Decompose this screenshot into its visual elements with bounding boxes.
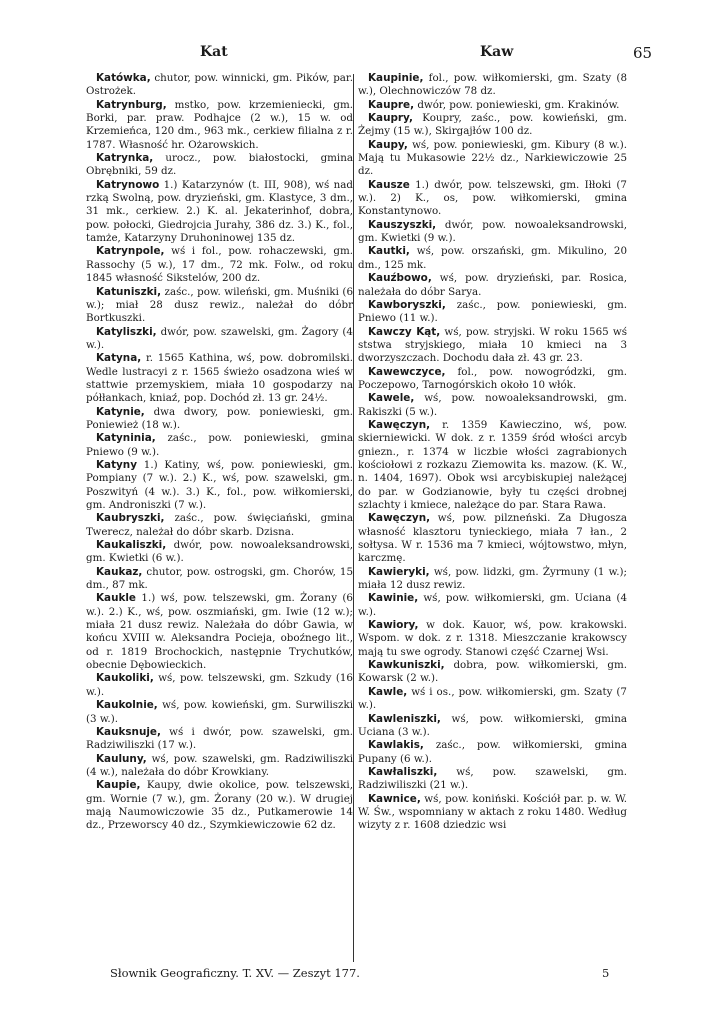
dictionary-entry	[358, 299, 627, 326]
entry-text: dwór, pow. poniewieski, gm. Krakinów.	[417, 98, 620, 111]
entry-text: dwór, pow. nowoaleksandrowski, gm. Kwietki (6 w.).	[86, 539, 353, 565]
entry-text: wś, pow. wiłkomierski, gm. Uciana (4 w.).	[358, 592, 627, 618]
entry-text: wś, pow. koniński. Kościół par. p. w. W. W. Św., wspomniany w aktach z roku 1480. Według wizyty z r. 1608 dziedzic wsi	[358, 792, 627, 832]
entry-text: wś, pow. kowieński, gm. Surwiliszki (3 w.).	[86, 699, 353, 725]
dictionary-entry	[358, 686, 627, 713]
entry-headword: Katynie,	[96, 405, 145, 418]
dictionary-entry	[86, 245, 353, 285]
dictionary-entry	[358, 512, 627, 565]
entry-text: wś i fol., pow. rohaczewski, gm. Rassochy (5 w.), 17 dm., 72 mk. Folw., od roku 1845 własność Sikstelów, 200 dz.	[86, 245, 353, 285]
entry-headword: Kawieryki,	[368, 565, 430, 578]
column-divider	[353, 74, 354, 962]
entry-text: wś i dwór, pow. szawelski, gm. Radziwiliszki (17 w.).	[86, 725, 353, 752]
entry-headword: Katrynburg,	[96, 98, 167, 111]
entry-headword: Kaupie,	[96, 779, 141, 792]
footer-title: Słownik Geograficzny. T. XV. — Zeszyt 177.	[110, 966, 360, 980]
entry-headword: Kauszyszki,	[368, 218, 437, 231]
entry-text: wś, pow. szawelski, gm. Radziwiliszki (21 w.).	[358, 765, 627, 792]
entry-text: dwór, pow. nowoaleksandrowski, gm. Kwietki (9 w.).	[358, 218, 627, 245]
entry-headword: Kawewczyce,	[368, 365, 446, 378]
entry-text: wś i os., pow. wiłkomierski, gm. Szaty (7 w.).	[358, 685, 627, 712]
entry-text: dwa dwory, pow. poniewieski, gm. Poniewież (18 w.).	[86, 405, 353, 431]
dictionary-entry	[358, 112, 627, 139]
dictionary-entry	[358, 245, 627, 272]
entry-headword: Katuniszki,	[96, 285, 162, 298]
entry-headword: Kawczy Kąt,	[368, 325, 441, 338]
entry-headword: Kaupry,	[368, 112, 413, 125]
entry-headword: Kawkuniszki,	[368, 659, 445, 672]
dictionary-entry	[358, 659, 627, 686]
dictionary-entry	[358, 72, 627, 99]
entry-headword: Kaukaliszki,	[96, 539, 167, 552]
dictionary-entry	[358, 392, 627, 419]
dictionary-entry	[86, 699, 353, 726]
entry-headword: Kawlakis,	[368, 739, 424, 752]
entry-headword: Kawęczyn,	[368, 512, 431, 525]
entry-text: 1.) Katarzynów (t. III, 908), wś nad rzką Swolną, pow. dryzieński, gm. Klastyce, 3 dm., 31 mk., cerkiew. 2.) K. al. Jekaterinhof, dobra, pow. połocki, Giedrojcia Jurahy, 386 dz. 3.) K., fol., tamże, Katarzyny Druhoninowej 135 dz.	[86, 178, 353, 245]
entry-text: wś, pow. stryjski. W roku 1565 wś ststwa stryjskiego, miała 10 kmieci na 3 dworzyszczach. Dochodu dała zł. 43 gr. 23.	[358, 325, 627, 365]
dictionary-entry	[86, 432, 353, 459]
entry-text: mstko, pow. krzemieniecki, gm. Borki, par. praw. Podhajce (2 w.), 15 w. od Krzemieńca, 120 dm., 963 mk., cerkiew filialna z r. 1787. Własność hr. Ożarowskich.	[86, 98, 353, 151]
dictionary-entry	[86, 512, 353, 539]
dictionary-entry	[86, 406, 353, 433]
entry-headword: Kaukle	[96, 592, 136, 605]
dictionary-entry	[358, 592, 627, 619]
dictionary-entry	[86, 726, 353, 753]
entry-headword: Kaupinie,	[368, 72, 424, 84]
entry-text: fol., pow. wiłkomierski, gm. Szaty (8 w.), Olechnowiczów 78 dz.	[358, 72, 628, 98]
entry-headword: Katówka,	[96, 72, 151, 84]
entry-text: wś, pow. nowoaleksandrowski, gm. Rakiszki (5 w.).	[358, 392, 627, 418]
dictionary-entry	[86, 352, 353, 405]
dictionary-entry	[86, 72, 353, 99]
dictionary-entry	[358, 739, 627, 766]
dictionary-entry	[86, 672, 353, 699]
entry-text: zaśc., pow. poniewieski, gmina Pniewo (9 w.).	[86, 432, 353, 458]
entry-headword: Katyninia,	[96, 432, 156, 445]
entry-headword: Kawiory,	[368, 619, 419, 632]
entry-text: zaśc., pow. wileński, gm. Muśniki (6 w.); miał 28 dusz rewiz., należał do dóbr Bortkuszki.	[86, 285, 353, 325]
entry-text: wś, pow. wiłkomierski, gmina Uciana (3 w.).	[358, 712, 627, 738]
dictionary-entry	[358, 179, 627, 219]
page-footer	[0, 966, 720, 984]
entry-text: Koupry, zaśc., pow. kowieński, gm. Żejmy (15 w.), Skirgajłów 100 dz.	[358, 112, 627, 138]
entry-text: 1.) dwór, pow. telszewski, gm. Iłłoki (7 w.). 2) K., os, pow. wiłkomierski, gmina Konstantynowo.	[358, 178, 627, 218]
entry-headword: Kauluny,	[96, 752, 147, 765]
dictionary-entry	[358, 366, 627, 393]
entry-text: urocz., pow. białostocki, gmina Obrębniki, 59 dz.	[86, 152, 353, 178]
entry-headword: Kaupy,	[368, 138, 408, 151]
entry-headword: Kautki,	[368, 245, 410, 258]
dictionary-entry	[358, 139, 627, 179]
entry-headword: Kauźbowo,	[368, 272, 432, 285]
dictionary-entry	[86, 459, 353, 512]
dictionary-entry	[86, 779, 353, 832]
entry-text: zaśc., pow. wiłkomierski, gmina Pupany (6 w.).	[358, 739, 627, 765]
dictionary-entry	[86, 539, 353, 566]
entry-headword: Kawleniszki,	[368, 712, 441, 725]
entry-headword: Kauksnuje,	[96, 725, 161, 738]
entry-text: wś, pow. lidzki, gm. Żyrmuny (1 w.); miała 12 dusz rewiz.	[358, 565, 627, 592]
entry-headword: Kawęczyn,	[368, 418, 431, 431]
left-column	[86, 72, 353, 833]
dictionary-entry	[358, 766, 627, 793]
page-number: 65	[633, 44, 653, 62]
dictionary-entry	[86, 179, 353, 246]
entry-headword: Katyna,	[96, 352, 142, 365]
entry-text: dobra, pow. wiłkomierski, gm. Kowarsk (2 w.).	[358, 659, 627, 685]
entry-headword: Kausze	[368, 178, 410, 191]
dictionary-entry	[86, 592, 353, 672]
dictionary-entry	[358, 793, 627, 833]
entry-headword: Kaupre,	[368, 98, 415, 111]
entry-headword: Kawłaliszki,	[368, 765, 438, 778]
entry-text: wś, pow. dryzieński, par. Rosica, należała do dóbr Sarya.	[358, 272, 627, 298]
entry-headword: Katrynowo	[96, 178, 160, 191]
dictionary-entry	[358, 99, 627, 112]
entry-text: chutor, pow. ostrogski, gm. Chorów, 15 dm., 87 mk.	[86, 565, 353, 592]
dictionary-entry	[86, 286, 353, 326]
entry-text: fol., pow. nowogródzki, gm. Poczepowo, Tarnogórskich około 10 włók.	[358, 365, 627, 391]
dictionary-entry	[358, 272, 627, 299]
entry-text: zaśc., pow. poniewieski, gm. Pniewo (11 w.).	[358, 298, 627, 325]
entry-text: wś, pow. orszański, gm. Mikulino, 20 dm., 125 mk.	[358, 245, 627, 271]
dictionary-entry	[86, 566, 353, 593]
entry-headword: Kawinie,	[368, 592, 419, 605]
entry-headword: Katyliszki,	[96, 325, 157, 338]
entry-text: wś, pow. szawelski, gm. Radziwiliszki (4 w.), należała do dóbr Krowkiany.	[86, 752, 353, 778]
dictionary-entry	[358, 326, 627, 366]
page-header	[0, 44, 720, 66]
left-running-head: Kat	[200, 44, 228, 60]
right-running-head: Kaw	[480, 44, 514, 60]
dictionary-entry	[86, 753, 353, 780]
entry-text: wś, pow. pilzneński. Za Długosza własność klasztoru tynieckiego, miała 7 łan., 2 sołtysa. W r. 1536 ma 7 kmieci, wójtowstwo, młyn, karczmę.	[358, 512, 627, 565]
entry-headword: Kawnice,	[368, 792, 421, 805]
dictionary-entry	[358, 713, 627, 740]
right-column	[358, 72, 627, 833]
entry-headword: Kawle,	[368, 685, 408, 698]
dictionary-entry	[358, 219, 627, 246]
entry-text: r. 1359 Kawieczino, wś, pow. skierniewicki. W dok. z r. 1359 śród włości arcyb gniezn., r. 1374 w liczbie włości zagrabionych kościołowi z rozkazu Ziemowita ks. mazow. (K. W., n. 1404, 1697). Obok wsi arcybiskupiej należącej do par. w Godzianowie, były tu części drobnej szlachty i kmiece, należące do par. Stara Rawa.	[358, 418, 627, 511]
entry-headword: Katrynpole,	[96, 245, 165, 258]
entry-text: Kaupy, dwie okolice, pow. telszewski, gm. Wornie (7 w.), gm. Żorany (20 w.). W drugiej mają Naumowiczowie 35 dz., Putkamerowie 14 dz., Przeworscy 40 dz., Szymkiewiczowie 62 dz.	[86, 779, 353, 832]
entry-headword: Katrynka,	[96, 152, 154, 165]
entry-headword: Kaubryszki,	[96, 512, 165, 525]
entry-text: r. 1565 Kathina, wś, pow. dobromilski. Wedle lustracyi z r. 1565 świeżo osadzona wieś w stattwie przemyskiem, miała 10 gospodarzy na półłankach, kniaź, pop. Dochód zł. 13 gr. 24½.	[86, 352, 353, 405]
entry-headword: Kawboryszki,	[368, 298, 446, 311]
entry-text: dwór, pow. szawelski, gm. Żagory (4 w.).	[86, 325, 353, 351]
signature-mark: 5	[602, 966, 610, 980]
dictionary-entry	[86, 326, 353, 353]
entry-headword: Kaukolnie,	[96, 699, 158, 712]
entry-headword: Kaukoliki,	[96, 672, 154, 685]
entry-text: 1.) Katiny, wś, pow. poniewieski, gm. Pompiany (7 w.). 2.) K., wś, pow. szawelski, gm. Poszwityń (4 w.). 3.) K., fol., pow. wiłkomierski, gm. Androniszki (7 w.).	[86, 458, 354, 511]
entry-text: zaśc., pow. święciański, gmina Twerecz, należał do dóbr skarb. Dzisna.	[86, 512, 353, 538]
entry-text: wś, pow. telszewski, gm. Szkudy (16 w.).	[86, 672, 353, 698]
entry-headword: Kaukaz,	[96, 565, 143, 578]
entry-text: 1.) wś, pow. telszewski, gm. Żorany (6 w.). 2.) K., wś, pow. oszmiański, gm. Iwie (12 w.); miała 21 dusz rewiz. Należała do dóbr Gawia, w końcu XVIII w. Aleksandra Pocieja, oboźnego lit., od r. 1819 Brochockich, następnie Trychutków, obecnie Dębowieckich.	[86, 592, 353, 672]
entry-text: wś, pow. poniewieski, gm. Kibury (8 w.). Mają tu Mukasowie 22½ dz., Narkiewiczowie 25 dz.	[358, 138, 627, 178]
dictionary-entry	[86, 99, 353, 152]
dictionary-entry	[358, 419, 627, 512]
entry-text: chutor, pow. winnicki, gm. Pików, par. Ostrożek.	[86, 72, 353, 98]
entry-headword: Katyny	[96, 458, 137, 471]
dictionary-entry	[86, 152, 353, 179]
entry-headword: Kawele,	[368, 392, 415, 405]
dictionary-entry	[358, 566, 627, 593]
dictionary-entry	[358, 619, 627, 659]
entry-text: w dok. Kauor, wś, pow. krakowski. Wspom. w dok. z r. 1318. Mieszczanie krakowscy mają tu swe ogrody. Stanowi część Czarnej Wsi.	[358, 619, 627, 658]
